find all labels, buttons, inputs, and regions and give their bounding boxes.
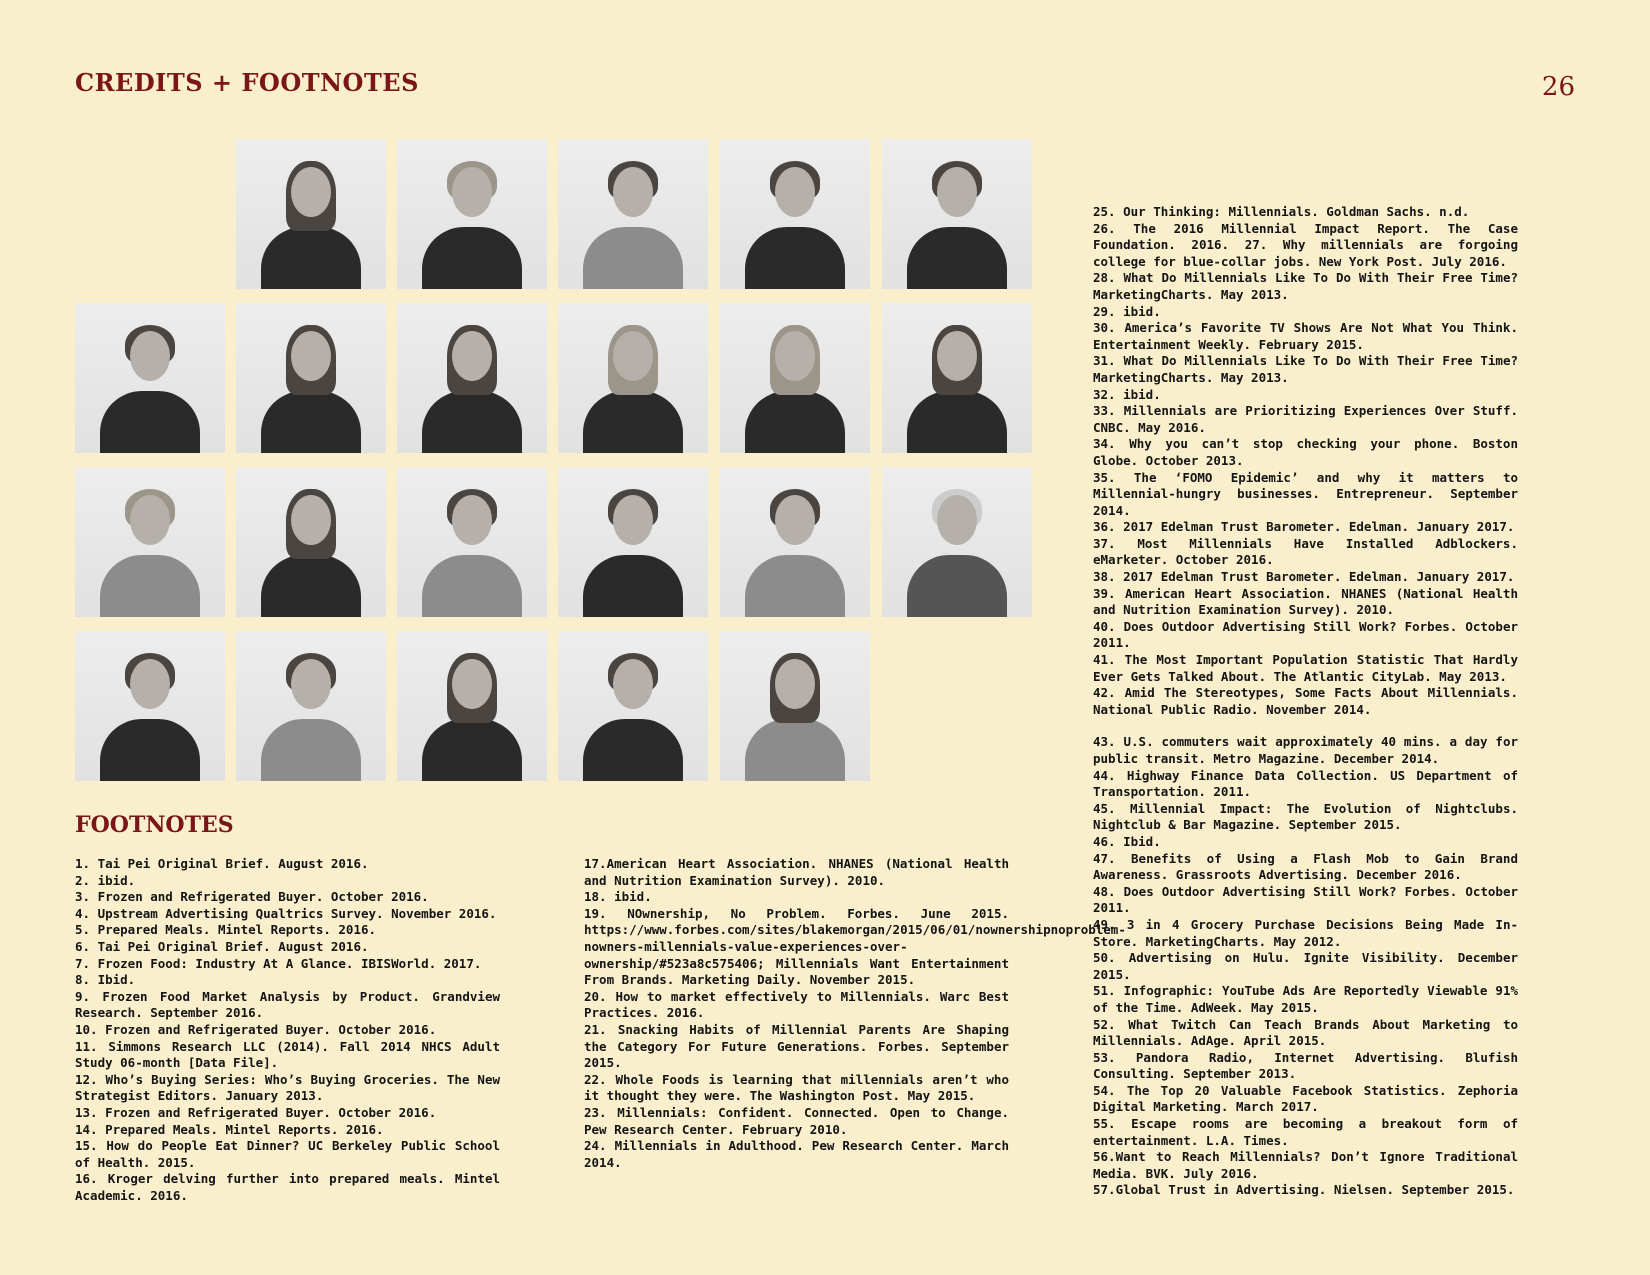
footnote-item: 54. The Top 20 Valuable Facebook Statistics. Zephoria Digital Marketing. March 2017. bbox=[1093, 1082, 1518, 1115]
footnote-item: 56.Want to Reach Millennials? Don’t Ignore Traditional Media. BVK. July 2016. bbox=[1093, 1149, 1518, 1181]
footnote-item: 28. What Do Millennials Like To Do With Their Free Time? MarketingCharts. May 2013. bbox=[1093, 270, 1518, 302]
footnote-item: 19. NOwnership, No Problem. Forbes. June 2015. https://www.forbes.com/sites/blakemorgan/2015/06/01/nownershipnoproblem-nowners-millennials-value-experiences-over-ownership/#523a8c575406; Millennials Want Entertainment From Brands. Marketing Daily. November 2015. bbox=[584, 905, 1126, 988]
footnote-item: 20. How to market effectively to Millennials. Warc Best Practices. 2016. bbox=[584, 988, 1009, 1021]
portrait-photo bbox=[75, 303, 225, 453]
portrait-photo bbox=[720, 631, 870, 781]
footnote-item: 8. Ibid. bbox=[75, 972, 136, 988]
portrait-photo bbox=[75, 467, 225, 617]
footnote-item: 30. America’s Favorite TV Shows Are Not What You Think. Entertainment Weekly. February 2015. bbox=[1093, 320, 1518, 352]
footnotes-column-2 bbox=[584, 856, 1126, 1171]
portrait-photo bbox=[236, 303, 386, 453]
footnote-item: 11. Simmons Research LLC (2014). Fall 2014 NHCS Adult Study 06-month [Data File]. bbox=[75, 1038, 500, 1071]
footnote-item: 5. Prepared Meals. Mintel Reports. 2016. bbox=[75, 922, 377, 938]
footnote-item: 4. Upstream Advertising Qualtrics Survey. November 2016. bbox=[75, 905, 497, 921]
footnote-item: 2. ibid. bbox=[75, 872, 136, 888]
portrait-photo bbox=[236, 467, 386, 617]
footnote-item: 14. Prepared Meals. Mintel Reports. 2016. bbox=[75, 1121, 384, 1137]
footnotes-heading: FOOTNOTES bbox=[75, 812, 234, 838]
portrait-photo bbox=[397, 467, 547, 617]
footnote-item: 53. Pandora Radio, Internet Advertising. Blufish Consulting. September 2013. bbox=[1093, 1049, 1518, 1082]
footnote-item: 23. Millennials: Confident. Connected. Open to Change. Pew Research Center. February 2010. bbox=[584, 1104, 1009, 1137]
footnote-item: 26. The 2016 Millennial Impact Report. The Case Foundation. 2016. 27. Why millennials are forgoing college for blue-collar jobs. New York Post. July 2016. bbox=[1093, 220, 1518, 269]
footnote-item: 6. Tai Pei Original Brief. August 2016. bbox=[75, 938, 369, 954]
footnote-item: 47. Benefits of Using a Flash Mob to Gain Brand Awareness. Grassroots Advertising. December 2016. bbox=[1093, 850, 1518, 883]
footnote-item: 44. Highway Finance Data Collection. US Department of Transportation. 2011. bbox=[1093, 767, 1518, 800]
footnote-item: 46. Ibid. bbox=[1093, 833, 1161, 849]
portrait-photo bbox=[558, 139, 708, 289]
footnotes-column-1 bbox=[75, 856, 500, 1204]
footnote-item: 16. Kroger delving further into prepared meals. Mintel Academic. 2016. bbox=[75, 1171, 500, 1203]
footnote-item: 10. Frozen and Refrigerated Buyer. October 2016. bbox=[75, 1021, 437, 1037]
portrait-photo bbox=[397, 139, 547, 289]
portrait-photo bbox=[720, 303, 870, 453]
footnote-item: 38. 2017 Edelman Trust Barometer. Edelman. January 2017. bbox=[1093, 569, 1515, 585]
portrait-photo bbox=[720, 467, 870, 617]
portrait-photo bbox=[558, 303, 708, 453]
footnote-item: 51. Infographic: YouTube Ads Are Reportedly Viewable 91% of the Time. AdWeek. May 2015. bbox=[1093, 983, 1518, 1015]
portrait-photo bbox=[882, 303, 1032, 453]
footnote-item: 55. Escape rooms are becoming a breakout form of entertainment. L.A. Times. bbox=[1093, 1116, 1518, 1148]
footnote-item: 18. ibid. bbox=[584, 889, 652, 905]
footnote-item: 9. Frozen Food Market Analysis by Product. Grandview Research. September 2016. bbox=[75, 988, 500, 1021]
footnote-item: 1. Tai Pei Original Brief. August 2016. bbox=[75, 856, 369, 871]
footnote-item: 17.American Heart Association. NHANES (National Health and Nutrition Examination Survey). 2010. bbox=[584, 856, 1009, 888]
footnote-item: 50. Advertising on Hulu. Ignite Visibility. December 2015. bbox=[1093, 950, 1518, 982]
footnote-item: 22. Whole Foods is learning that millennials aren’t who it thought they were. The Washington Post. May 2015. bbox=[584, 1071, 1009, 1104]
footnote-item: 39. American Heart Association. NHANES (National Health and Nutrition Examination Survey). 2010. bbox=[1093, 585, 1518, 618]
portrait-photo bbox=[236, 631, 386, 781]
footnote-item: 29. ibid. bbox=[1093, 303, 1161, 319]
footnote-item: 34. Why you can’t stop checking your phone. Boston Globe. October 2013. bbox=[1093, 436, 1518, 468]
portrait-photo bbox=[397, 303, 547, 453]
footnote-item: 25. Our Thinking: Millennials. Goldman Sachs. n.d. bbox=[1093, 204, 1470, 219]
footnote-item: 31. What Do Millennials Like To Do With Their Free Time? MarketingCharts. May 2013. bbox=[1093, 353, 1518, 385]
footnote-item: 13. Frozen and Refrigerated Buyer. October 2016. bbox=[75, 1104, 437, 1120]
footnote-item: 48. Does Outdoor Advertising Still Work? Forbes. October 2011. bbox=[1093, 883, 1518, 916]
footnote-item: 32. ibid. bbox=[1093, 386, 1161, 402]
footnote-item: 45. Millennial Impact: The Evolution of Nightclubs. Nightclub & Bar Magazine. September 2015. bbox=[1093, 800, 1518, 833]
footnote-item: 15. How do People Eat Dinner? UC Berkeley Public School of Health. 2015. bbox=[75, 1138, 500, 1170]
page-number: 26 bbox=[1541, 72, 1575, 102]
footnote-item: 41. The Most Important Population Statistic That Hardly Ever Gets Talked About. The Atlantic CityLab. May 2013. bbox=[1093, 652, 1518, 684]
footnote-item: 12. Who’s Buying Series: Who’s Buying Groceries. The New Strategist Editors. January 2013. bbox=[75, 1071, 500, 1104]
portrait-photo bbox=[397, 631, 547, 781]
footnote-item: 57.Global Trust in Advertising. Nielsen. September 2015. bbox=[1093, 1182, 1515, 1198]
portrait-photo bbox=[558, 467, 708, 617]
footnotes-column-3 bbox=[1093, 204, 1518, 1199]
portrait-photo bbox=[75, 631, 225, 781]
footnote-item: 42. Amid The Stereotypes, Some Facts About Millennials. National Public Radio. November 2014. bbox=[1093, 685, 1518, 717]
footnote-item: 36. 2017 Edelman Trust Barometer. Edelman. January 2017. bbox=[1093, 519, 1515, 535]
footnote-item: 52. What Twitch Can Teach Brands About Marketing to Millennials. AdAge. April 2015. bbox=[1093, 1016, 1518, 1049]
portrait-photo bbox=[558, 631, 708, 781]
portrait-photo bbox=[236, 139, 386, 289]
footnote-item: 33. Millennials are Prioritizing Experiences Over Stuff. CNBC. May 2016. bbox=[1093, 403, 1518, 435]
page-title: CREDITS + FOOTNOTES bbox=[75, 68, 419, 97]
footnote-item: 7. Frozen Food: Industry At A Glance. IBISWorld. 2017. bbox=[75, 955, 482, 971]
portrait-photo bbox=[720, 139, 870, 289]
footnote-item: 40. Does Outdoor Advertising Still Work? Forbes. October 2011. bbox=[1093, 618, 1518, 651]
footnote-item: 24. Millennials in Adulthood. Pew Research Center. March 2014. bbox=[584, 1138, 1009, 1170]
footnote-item: 37. Most Millennials Have Installed Adblockers. eMarketer. October 2016. bbox=[1093, 535, 1518, 568]
footnote-item: 35. The ‘FOMO Epidemic’ and why it matters to Millennial-hungry businesses. Entrepreneur. September 2014. bbox=[1093, 469, 1518, 518]
portrait-photo bbox=[882, 139, 1032, 289]
portrait-photo bbox=[882, 467, 1032, 617]
footnote-item: 49. 3 in 4 Grocery Purchase Decisions Being Made In-Store. MarketingCharts. May 2012. bbox=[1093, 916, 1518, 949]
footnote-item: 3. Frozen and Refrigerated Buyer. October 2016. bbox=[75, 889, 429, 905]
footnote-item: 43. U.S. commuters wait approximately 40 mins. a day for public transit. Metro Magazine. December 2014. bbox=[1093, 734, 1518, 766]
footnote-item: 21. Snacking Habits of Millennial Parents Are Shaping the Category For Future Generations. Forbes. September 2015. bbox=[584, 1021, 1009, 1071]
